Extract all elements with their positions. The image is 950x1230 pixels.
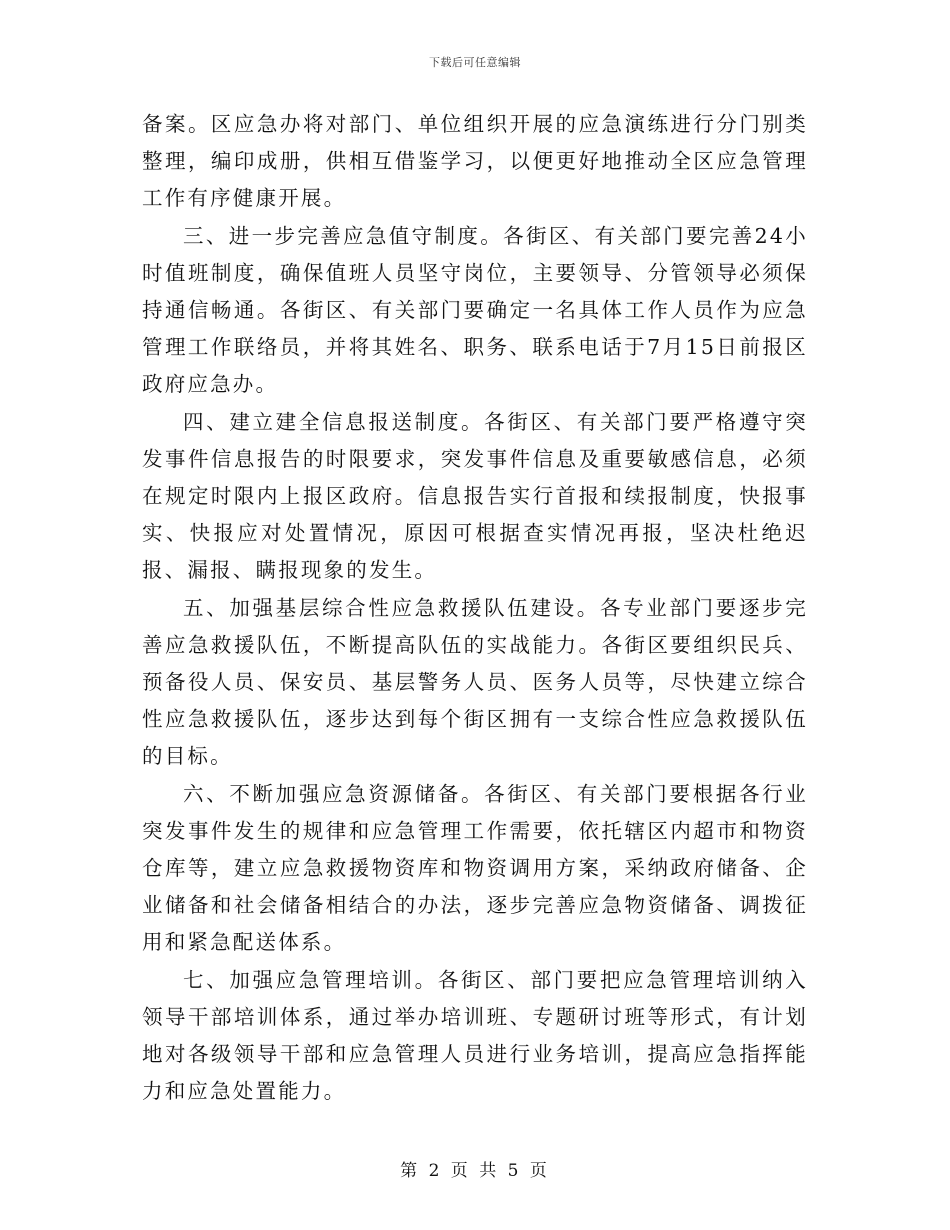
paragraph-section-6: 六、不断加强应急资源储备。各街区、有关部门要根据各行业突发事件发生的规律和应急管理工作需要，依托辖区内超市和物资仓库等，建立应急救援物资库和物资调用方案，采纳政府储备、企业储备和社会储备相结合的办法，逐步完善应急物资储备、调拨征用和紧急配送体系。 xyxy=(142,781,808,955)
paragraph-continuation: 备案。区应急办将对部门、单位组织开展的应急演练进行分门别类整理，编印成册，供相互借鉴学习，以便更好地推动全区应急管理工作有序健康开展。 xyxy=(142,112,808,211)
document-body xyxy=(142,106,808,1110)
paragraph-section-4: 四、建立建全信息报送制度。各街区、有关部门要严格遵守突发事件信息报告的时限要求，突发事件信息及重要敏感信息，必须在规定时限内上报区政府。信息报告实行首报和续报制度，快报事实、快报应对处置情况，原因可根据查实情况再报，坚决杜绝迟报、漏报、瞒报现象的发生。 xyxy=(142,409,808,583)
page-header: 下载后可任意编辑 xyxy=(429,56,521,69)
paragraph-section-3: 三、进一步完善应急值守制度。各街区、有关部门要完善24小时值班制度，确保值班人员坚守岗位，主要领导、分管领导必须保持通信畅通。各街区、有关部门要确定一名具体工作人员作为应急管理工作联络员，并将其姓名、职务、联系电话于7月15日前报区政府应急办。 xyxy=(142,223,808,397)
paragraph-section-7: 七、加强应急管理培训。各街区、部门要把应急管理培训纳入领导干部培训体系，通过举办培训班、专题研讨班等形式，有计划地对各级领导干部和应急管理人员进行业务培训，提高应急指挥能力和应急处置能力。 xyxy=(142,967,808,1104)
page-number: 第 2 页 共 5 页 xyxy=(400,1161,550,1181)
paragraph-section-5: 五、加强基层综合性应急救援队伍建设。各专业部门要逐步完善应急救援队伍，不断提高队伍的实战能力。各街区要组织民兵、预备役人员、保安员、基层警务人员、医务人员等，尽快建立综合性应急救援队伍，逐步达到每个街区拥有一支综合性应急救援队伍的目标。 xyxy=(142,595,808,769)
